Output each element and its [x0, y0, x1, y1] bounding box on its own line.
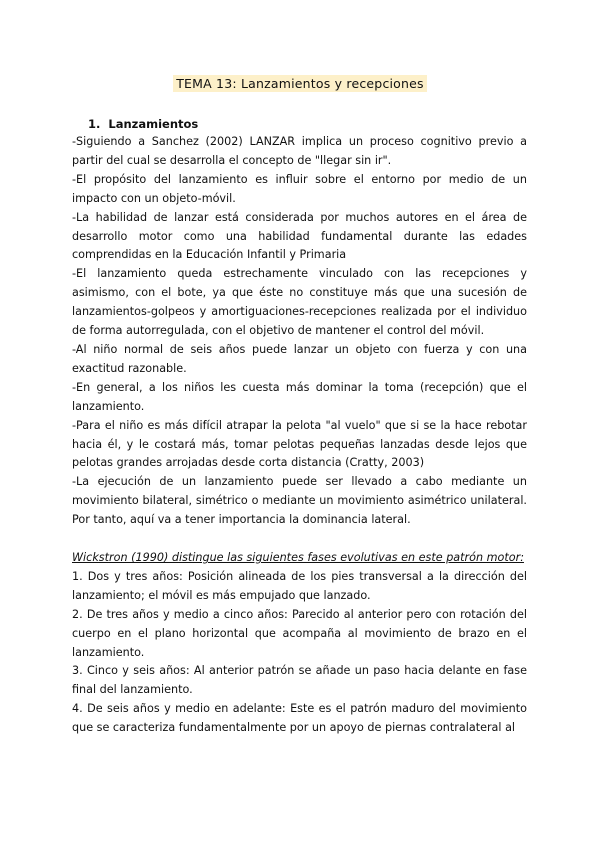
paragraph: -Para el niño es más difícil atrapar la pelota "al vuelo" que si se la hace rebotar hacia él, y le costará más, tomar pelotas pequeñas lanzadas desde lejos que pelotas grandes arrojadas desde corta distancia (Cratty, 2003)	[72, 418, 527, 470]
paragraph: -La ejecución de un lanzamiento puede ser llevado a cabo mediante un movimiento bilateral, simétrico o mediante un movimiento asimétrico unilateral. Por tanto, aquí va a tener importancia la dominancia lateral.	[72, 475, 527, 527]
phase-item: 3. Cinco y seis años: Al anterior patrón se añade un paso hacia delante en fase final del lanzamiento.	[72, 664, 527, 697]
phases-heading: Wickstron (1990) distingue las siguientes fases evolutivas en este patrón motor:	[72, 551, 524, 564]
paragraph: -En general, a los niños les cuesta más dominar la toma (recepción) que el lanzamiento.	[72, 380, 527, 413]
page-title: TEMA 13: Lanzamientos y recepciones	[173, 75, 427, 92]
body-paragraphs	[72, 133, 527, 530]
section-title: Lanzamientos	[108, 117, 199, 131]
paragraph: -El lanzamiento queda estrechamente vinculado con las recepciones y asimismo, con el bote, ya que éste no constituye más que una sucesión de lanzamientos-golpeos y amortiguaciones-recepciones realizada por el individuo de forma autorregulada, con el objetivo de mantener el control del móvil.	[72, 267, 527, 338]
title-wrapper	[0, 73, 600, 92]
section-number: 1.	[88, 117, 101, 131]
section-heading	[88, 117, 198, 131]
phase-item: 1. Dos y tres años: Posición alineada de los pies transversal a la dirección del lanzamiento; el móvil es más empujado que lanzado.	[72, 569, 527, 602]
phases-section	[72, 549, 527, 738]
phase-item: 2. De tres años y medio a cinco años: Parecido al anterior pero con rotación del cuerpo en el plano horizontal que acompaña al movimiento de brazo en el lanzamiento.	[72, 607, 527, 659]
phase-item: 4. De seis años y medio en adelante: Este es el patrón maduro del movimiento que se caracteriza fundamentalmente por un apoyo de piernas contralateral al	[72, 702, 527, 735]
paragraph: -Siguiendo a Sanchez (2002) LANZAR implica un proceso cognitivo previo a partir del cual se desarrolla el concepto de "llegar sin ir".	[72, 135, 527, 167]
paragraph: -La habilidad de lanzar está considerada por muchos autores en el área de desarrollo motor como una habilidad fundamental durante las edades comprendidas en la Educación Infantil y Primaria	[72, 210, 527, 262]
paragraph: -El propósito del lanzamiento es influir sobre el entorno por medio de un impacto con un objeto-móvil.	[72, 172, 527, 205]
paragraph: -Al niño normal de seis años puede lanzar un objeto con fuerza y con una exactitud razonable.	[72, 342, 527, 375]
